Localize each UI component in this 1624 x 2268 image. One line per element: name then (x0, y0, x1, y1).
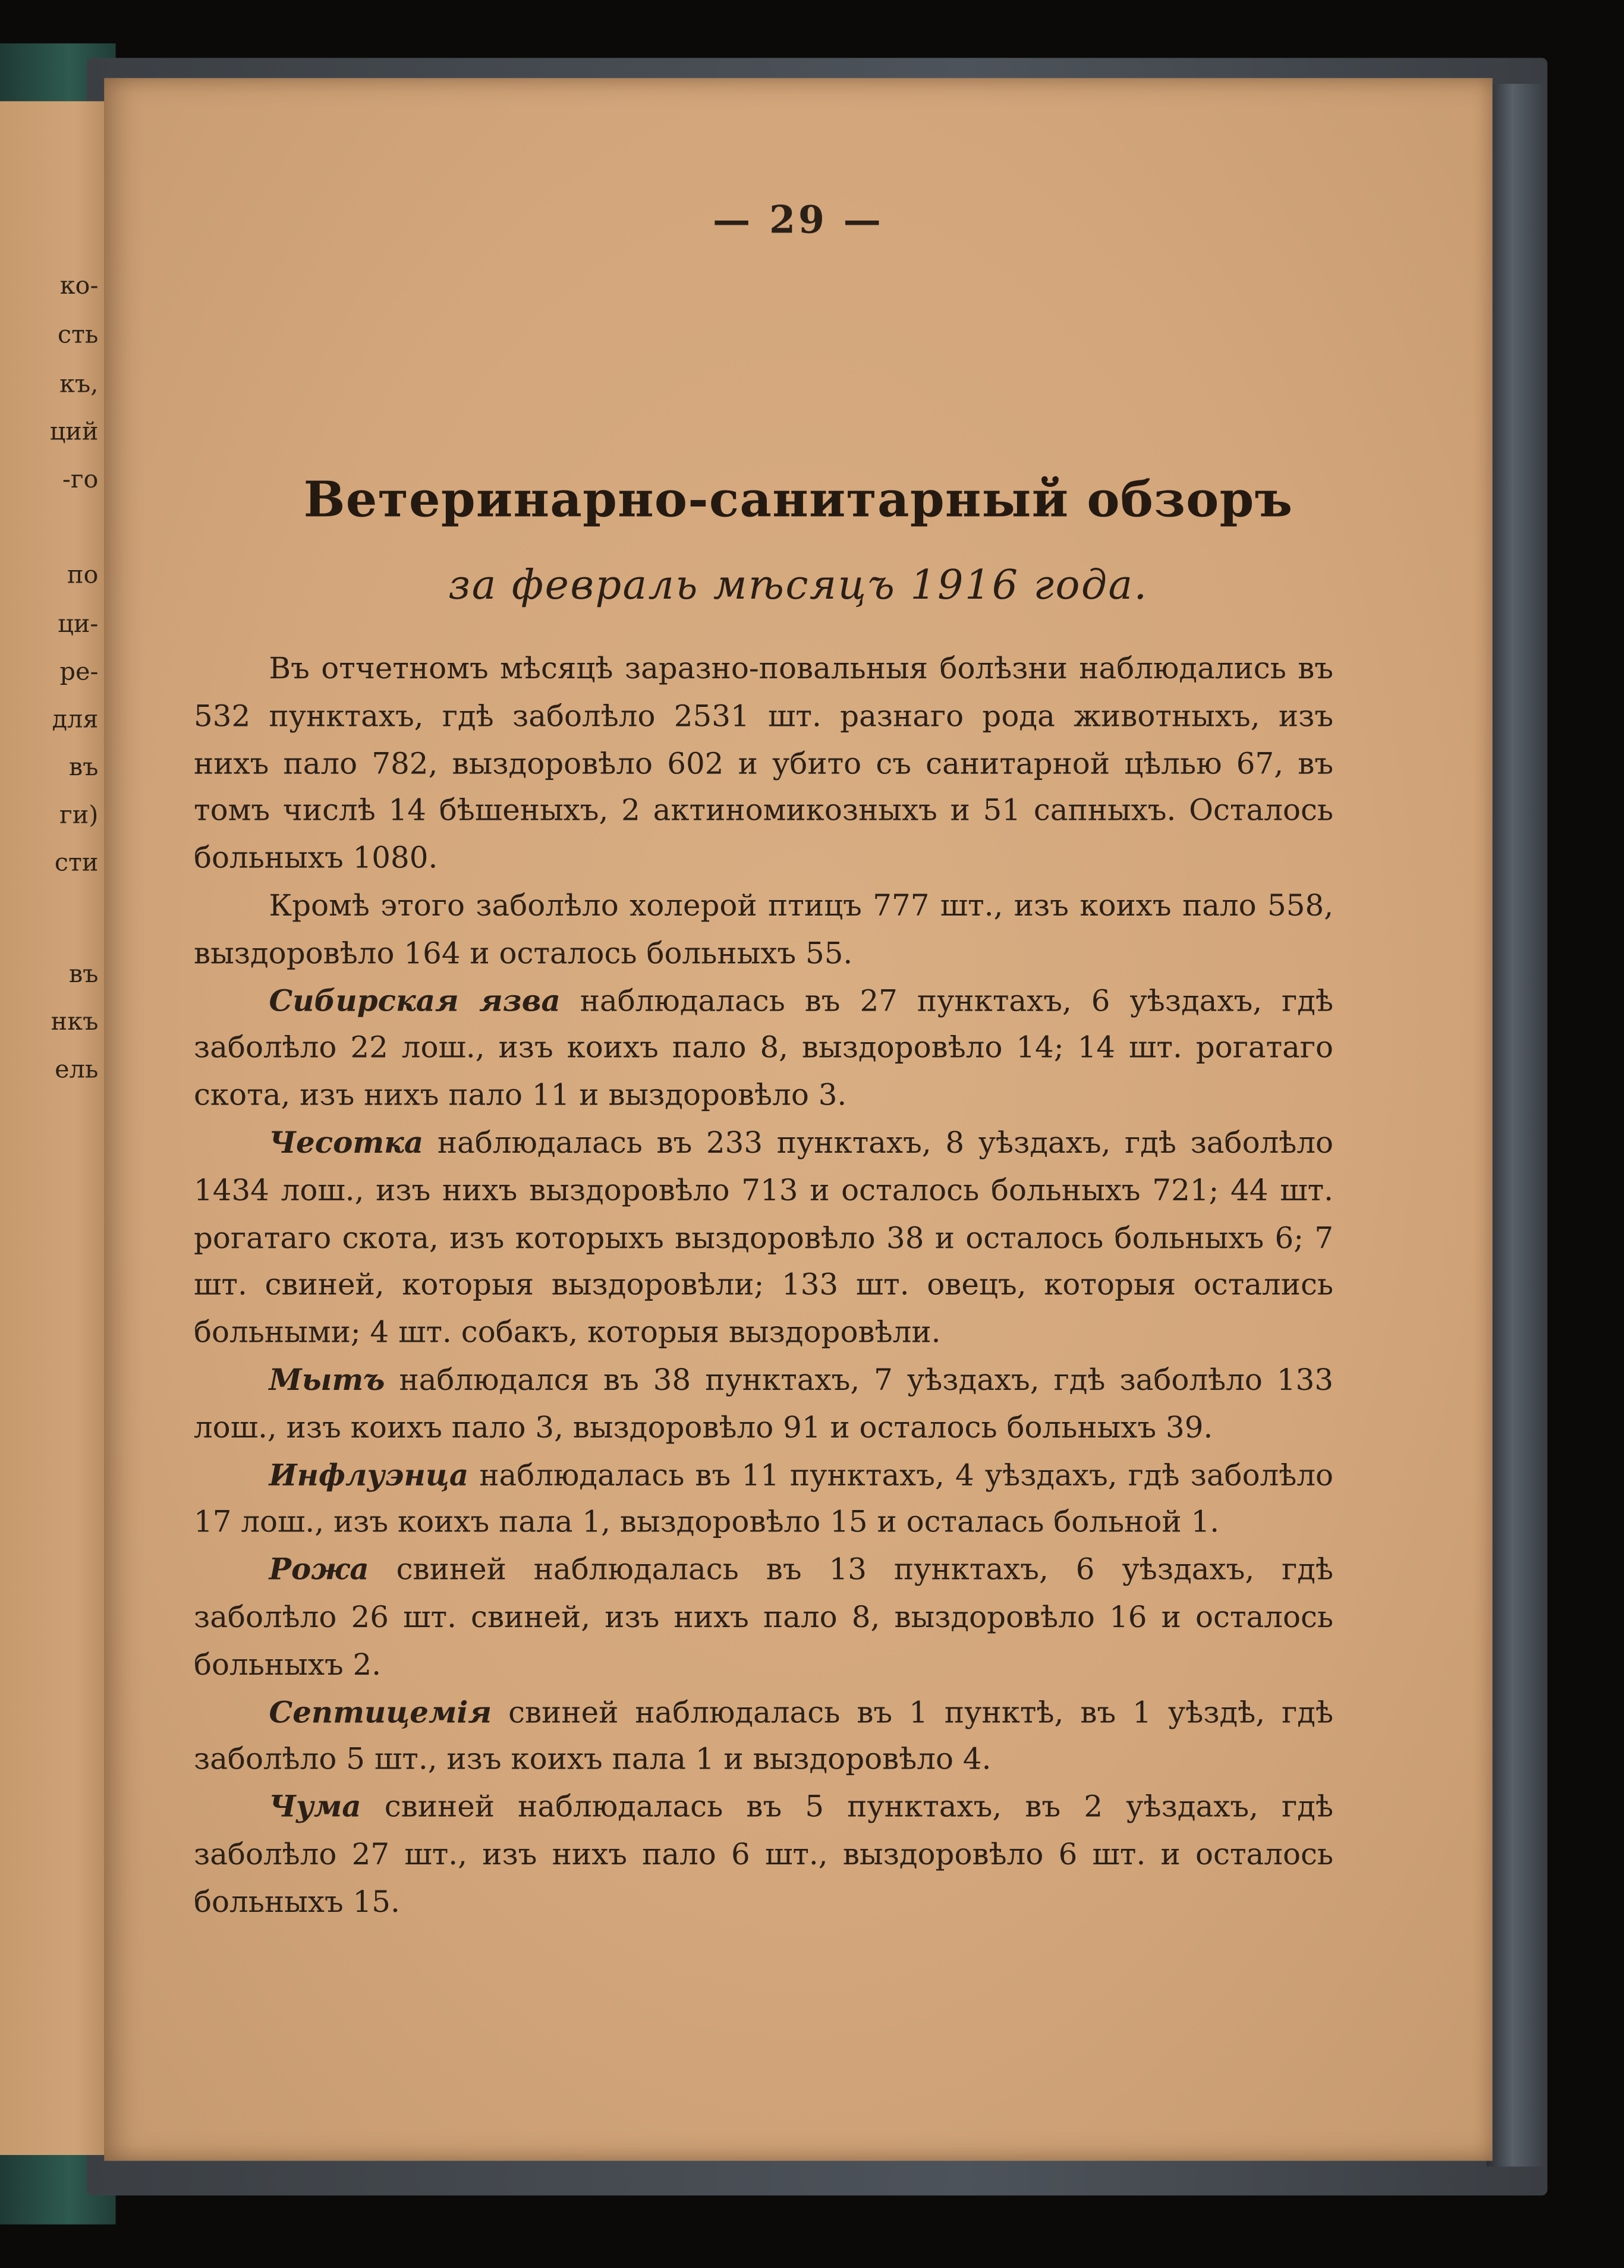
left-page-fragment: сть (57, 321, 99, 350)
disease-term: Мытъ (269, 1362, 385, 1397)
disease-term: Септицемія (269, 1694, 492, 1729)
left-page-fragment: въ (68, 753, 99, 783)
left-page-fragment: сти (54, 849, 99, 878)
left-page-fragment: -го (62, 465, 99, 495)
disease-term: Сибирская язва (269, 983, 561, 1018)
paragraph-intro (194, 645, 1333, 882)
left-page-fragment: нкъ (51, 1008, 99, 1037)
left-page-fragment: ци- (58, 610, 99, 640)
page-number: — 29 — (713, 199, 884, 243)
left-page-fragment: ель (55, 1055, 99, 1085)
left-page-fragment: для (52, 706, 99, 735)
report-title: Ветеринарно-санитарный обзоръ (303, 471, 1293, 530)
left-page-fragment: въ (68, 960, 99, 990)
left-page-fragment: ко- (59, 272, 99, 301)
disease-term: Чума (269, 1789, 361, 1825)
paragraph-text: наблюдалась въ 11 пунктахъ, 4 уѣздахъ, гдѣ заболѣло 17 лош., изъ коихъ пала 1, выздоровѣло 15 и осталась больной 1. (193, 1457, 1334, 1540)
disease-term: Инфлуэнца (269, 1457, 469, 1492)
paragraph-text: свиней наблюдалась въ 13 пунктахъ, 6 уѣздахъ, гдѣ заболѣло 26 шт. свиней, изъ нихъ пало 8, выздоровѣло 16 и осталось больныхъ 2. (193, 1552, 1334, 1682)
paragraph-anthrax (194, 977, 1333, 1119)
paragraph-scabies (194, 1119, 1333, 1357)
paragraph-erysipelas (194, 1546, 1333, 1688)
paragraph-text: наблюдался въ 38 пунктахъ, 7 уѣздахъ, гдѣ заболѣло 133 лош., изъ коихъ пало 3, выздоровѣло 91 и осталось больныхъ 39. (193, 1362, 1334, 1445)
document-page (104, 78, 1493, 2160)
paragraph-text: Въ отчетномъ мѣсяцѣ заразно-повальныя болѣзни наблюдались въ 532 пунктахъ, гдѣ заболѣло 2531 шт. разнаго рода животныхъ, изъ нихъ пало 782, выздоровѣло 602 и убито съ санитарной цѣлью 67, въ томъ числѣ 14 бѣшеныхъ, 2 актиномикозныхъ и 51 сапныхъ. Осталось больныхъ 1080. (193, 650, 1334, 876)
paragraph-plague (194, 1783, 1333, 1926)
left-facing-page (0, 101, 107, 2155)
report-body (194, 645, 1333, 1926)
left-page-fragment: ги) (59, 801, 99, 831)
paragraph-septicemia (194, 1688, 1333, 1783)
paragraph-text: наблюдалась въ 233 пунктахъ, 8 уѣздахъ, гдѣ заболѣло 1434 лош., изъ нихъ выздоровѣло 713 и осталось больныхъ 721; 44 шт. рогатаго скота, изъ которыхъ выздоровѣло 38 и осталось больныхъ 6; 7 шт. свиней, которыя выздоровѣли; 133 шт. овецъ, которыя остались больными; 4 шт. собакъ, которыя выздоровѣли. (193, 1125, 1334, 1350)
left-page-fragment: къ, (59, 370, 99, 400)
paragraph-text: свиней наблюдалась въ 1 пунктѣ, въ 1 уѣздѣ, гдѣ заболѣло 5 шт., изъ коихъ пала 1 и выздоровѣло 4. (193, 1694, 1334, 1777)
disease-term: Рожа (269, 1552, 369, 1587)
paragraph-poultry (194, 882, 1333, 977)
disease-term: Чесотка (269, 1125, 424, 1160)
cover-edge (1487, 84, 1544, 2166)
paragraph-strangles (194, 1357, 1333, 1452)
paragraph-text: свиней наблюдалась въ 5 пунктахъ, въ 2 уѣздахъ, гдѣ заболѣло 27 шт., изъ нихъ пало 6 шт., выздоровѣло 6 шт. и осталось больныхъ 15. (193, 1789, 1334, 1919)
left-page-fragment: ре- (59, 658, 99, 687)
paragraph-text: Кромѣ этого заболѣло холерой птицъ 777 шт., изъ коихъ пало 558, выздоровѣло 164 и осталось больныхъ 55. (193, 888, 1334, 970)
left-page-fragment: по (67, 561, 99, 590)
report-subtitle: за февраль мѣсяцъ 1916 года. (448, 561, 1148, 609)
left-page-fragment: ций (49, 418, 99, 447)
paragraph-text: наблюдалась въ 27 пунктахъ, 6 уѣздахъ, гдѣ заболѣло 22 лош., изъ коихъ пало 8, выздоровѣло 14; 14 шт. рогатаго скота, изъ нихъ пало 11 и выздоровѣло 3. (193, 983, 1334, 1113)
paragraph-influenza (194, 1451, 1333, 1546)
